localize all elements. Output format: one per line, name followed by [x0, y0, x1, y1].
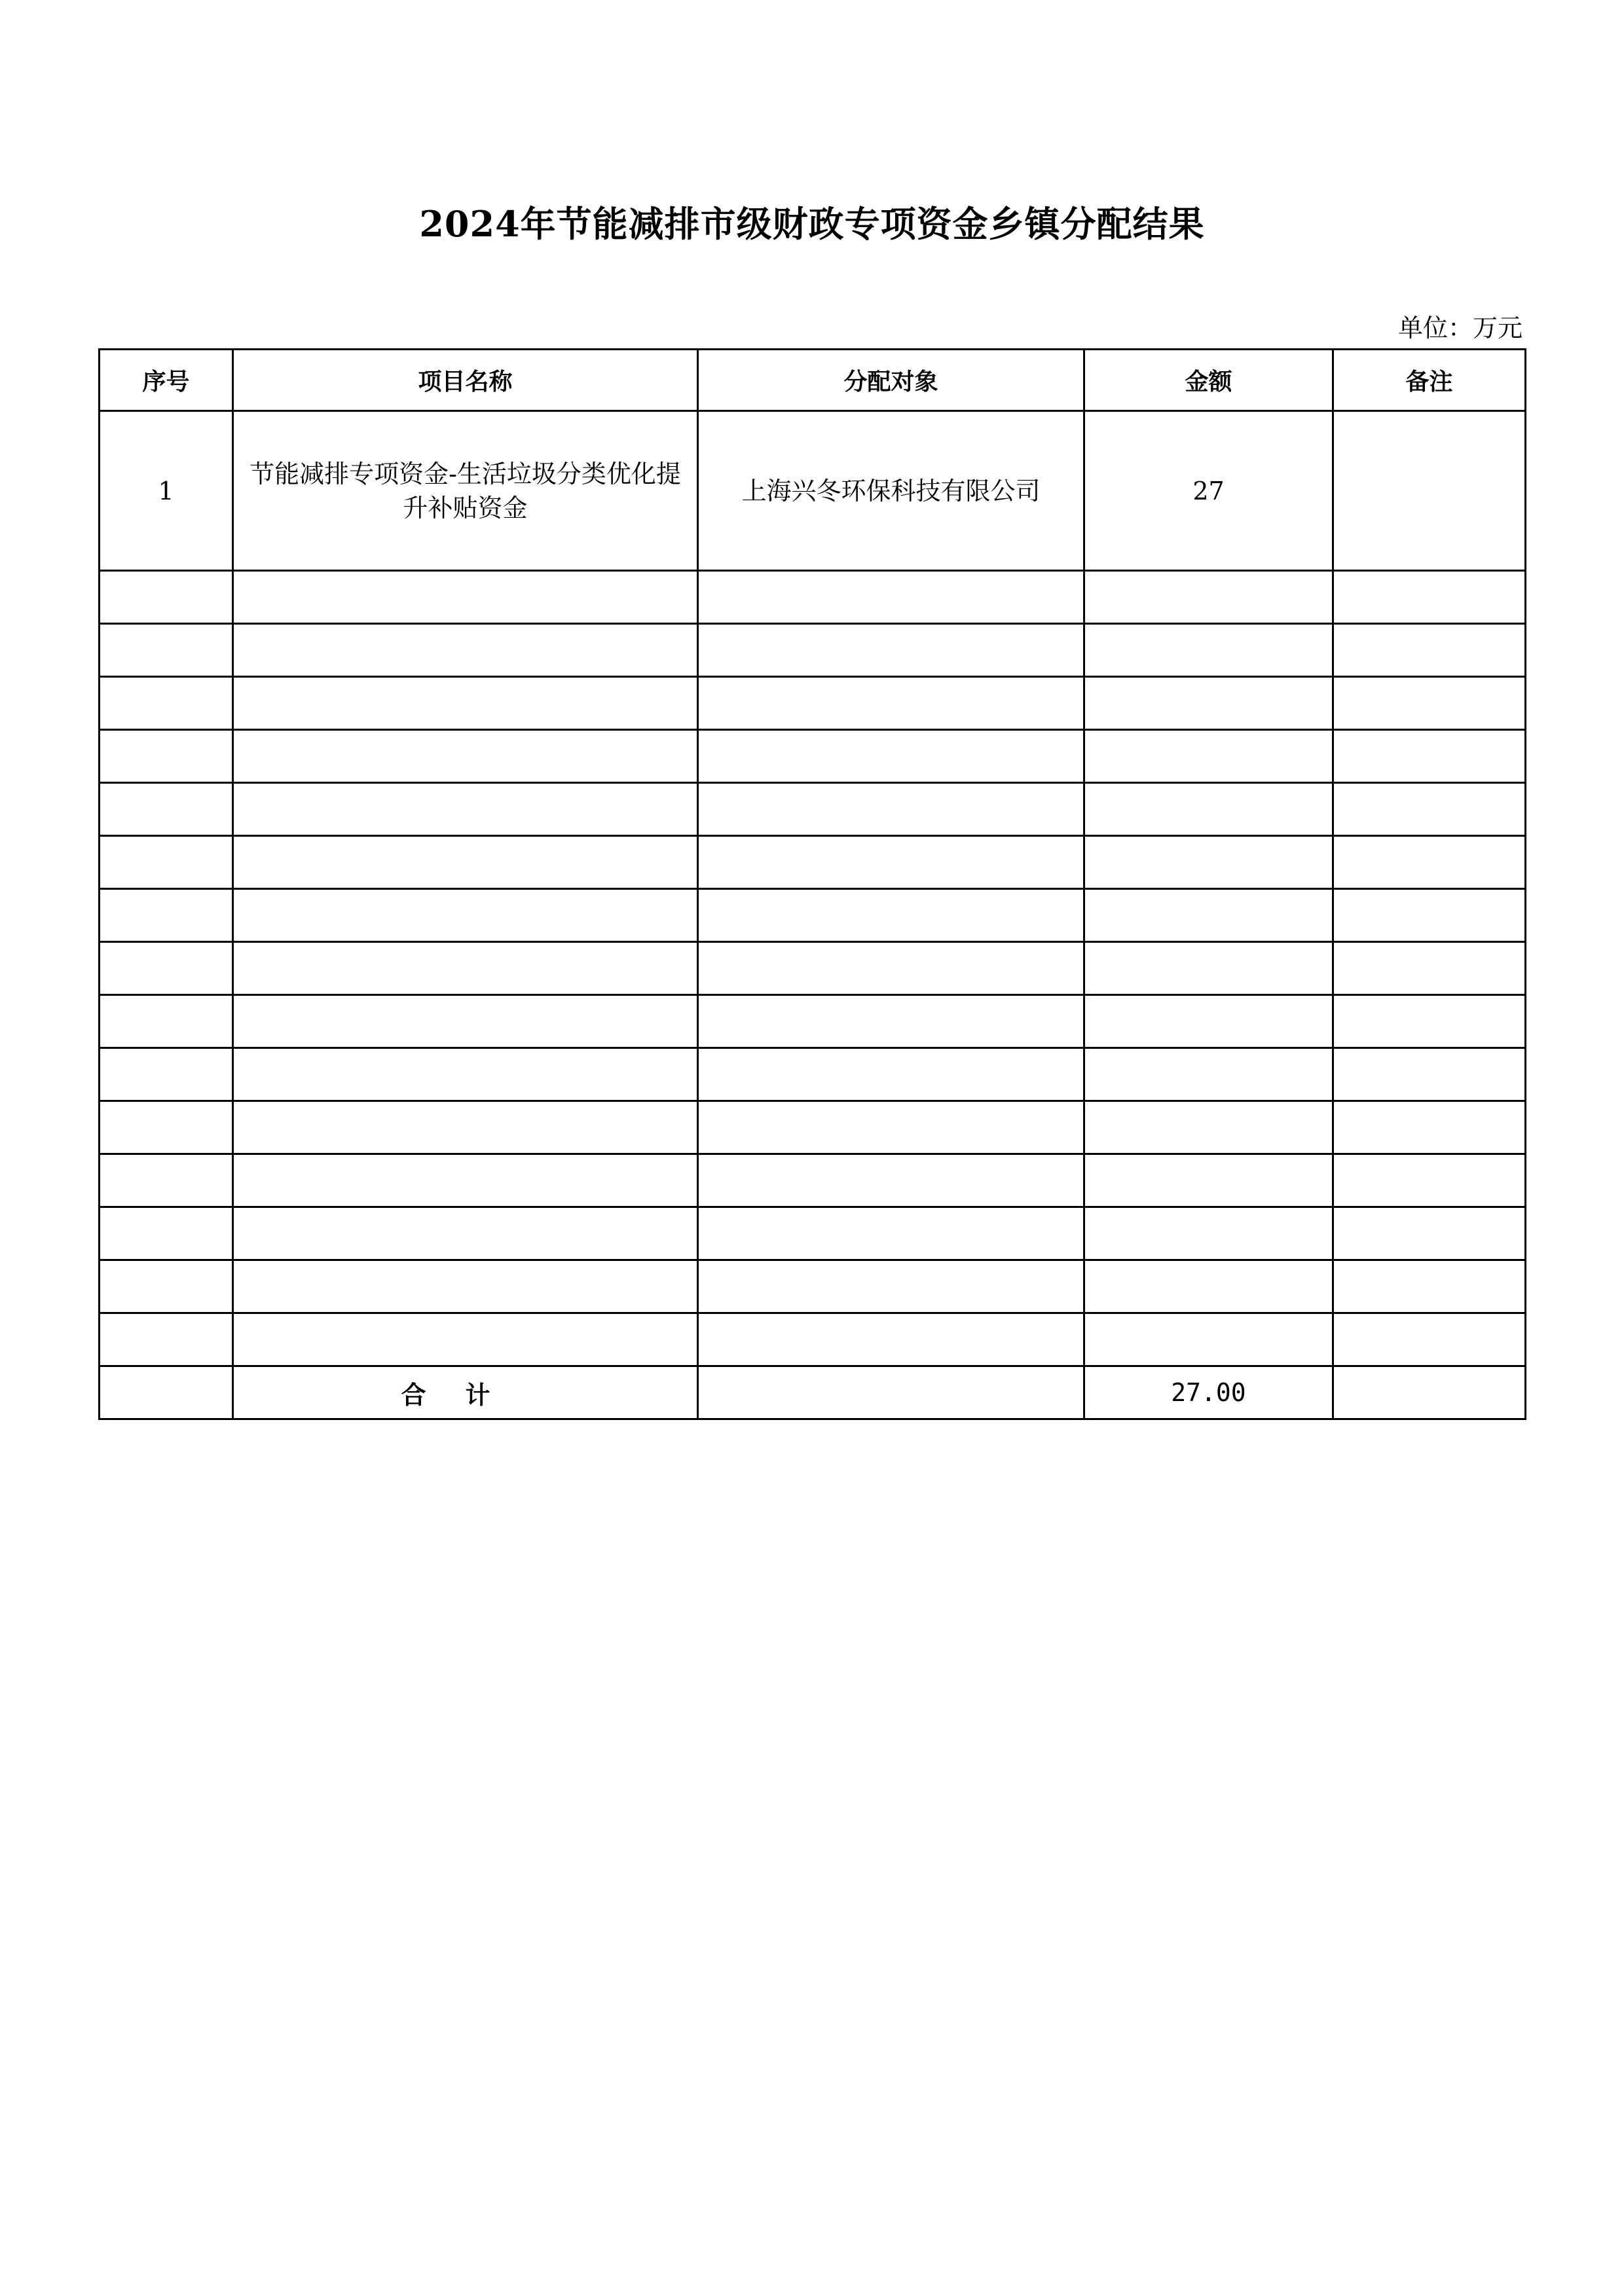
empty-cell	[233, 995, 698, 1048]
total-label: 合计	[233, 1366, 698, 1419]
empty-cell	[233, 1313, 698, 1366]
empty-table-row	[100, 1101, 1526, 1154]
empty-cell	[1084, 836, 1333, 889]
empty-cell	[1333, 1260, 1526, 1313]
empty-cell	[233, 836, 698, 889]
empty-cell	[233, 942, 698, 995]
empty-cell	[100, 571, 233, 624]
empty-cell	[1084, 1207, 1333, 1260]
empty-cell	[100, 1101, 233, 1154]
empty-table-row	[100, 836, 1526, 889]
empty-cell	[100, 783, 233, 836]
empty-cell	[698, 995, 1084, 1048]
cell-remark	[1333, 411, 1526, 571]
empty-cell	[1333, 995, 1526, 1048]
empty-cell	[233, 1154, 698, 1207]
empty-cell	[1333, 677, 1526, 730]
empty-table-row	[100, 942, 1526, 995]
empty-cell	[1333, 1101, 1526, 1154]
empty-cell	[1333, 730, 1526, 783]
empty-table-row	[100, 1313, 1526, 1366]
cell-no: 1	[100, 411, 233, 571]
empty-cell	[1084, 571, 1333, 624]
empty-cell	[698, 942, 1084, 995]
empty-cell	[1084, 1313, 1333, 1366]
empty-cell	[698, 571, 1084, 624]
empty-cell	[698, 783, 1084, 836]
empty-cell	[1084, 995, 1333, 1048]
table-row	[100, 411, 1526, 571]
allocation-table	[98, 348, 1526, 1420]
empty-cell	[1333, 624, 1526, 677]
empty-cell	[698, 1101, 1084, 1154]
empty-cell	[1333, 1048, 1526, 1101]
empty-cell	[698, 1154, 1084, 1207]
empty-cell	[233, 730, 698, 783]
cell-recipient: 上海兴冬环保科技有限公司	[698, 411, 1084, 571]
empty-cell	[1084, 942, 1333, 995]
empty-table-row	[100, 889, 1526, 942]
empty-cell	[698, 1260, 1084, 1313]
empty-cell	[1084, 783, 1333, 836]
empty-cell	[100, 624, 233, 677]
empty-cell	[698, 889, 1084, 942]
empty-cell	[100, 1260, 233, 1313]
empty-cell	[1084, 730, 1333, 783]
page-title: 2024年节能减排市级财政专项资金乡镇分配结果	[419, 203, 1205, 245]
empty-cell	[698, 677, 1084, 730]
empty-cell	[233, 571, 698, 624]
total-no-cell	[100, 1366, 233, 1419]
total-row	[100, 1366, 1526, 1419]
empty-cell	[1333, 889, 1526, 942]
empty-cell	[233, 624, 698, 677]
empty-cell	[1084, 889, 1333, 942]
empty-cell	[698, 624, 1084, 677]
empty-cell	[1084, 1154, 1333, 1207]
empty-cell	[100, 730, 233, 783]
empty-cell	[1333, 1313, 1526, 1366]
empty-cell	[100, 1154, 233, 1207]
empty-cell	[1333, 836, 1526, 889]
empty-cell	[100, 995, 233, 1048]
empty-cell	[1084, 1048, 1333, 1101]
empty-table-row	[100, 995, 1526, 1048]
empty-table-row	[100, 1207, 1526, 1260]
empty-cell	[698, 1048, 1084, 1101]
empty-table-row	[100, 1048, 1526, 1101]
empty-table-row	[100, 730, 1526, 783]
empty-cell	[1333, 783, 1526, 836]
empty-cell	[1333, 1154, 1526, 1207]
empty-cell	[100, 677, 233, 730]
cell-project: 节能减排专项资金-生活垃圾分类优化提升补贴资金	[233, 411, 698, 571]
empty-table-row	[100, 1154, 1526, 1207]
header-no: 序号	[100, 350, 233, 411]
empty-table-row	[100, 1260, 1526, 1313]
empty-cell	[1084, 624, 1333, 677]
header-remark: 备注	[1333, 350, 1526, 411]
empty-cell	[1084, 677, 1333, 730]
header-recipient: 分配对象	[698, 350, 1084, 411]
table-header-row	[100, 350, 1526, 411]
unit-label: 单位：万元	[1397, 314, 1522, 342]
empty-cell	[233, 1260, 698, 1313]
empty-table-row	[100, 571, 1526, 624]
empty-cell	[100, 1207, 233, 1260]
empty-cell	[233, 1048, 698, 1101]
cell-amount: 27	[1084, 411, 1333, 571]
empty-table-row	[100, 677, 1526, 730]
empty-cell	[1333, 1207, 1526, 1260]
empty-cell	[698, 1207, 1084, 1260]
empty-cell	[233, 1101, 698, 1154]
empty-cell	[698, 836, 1084, 889]
empty-cell	[1333, 571, 1526, 624]
empty-table-row	[100, 783, 1526, 836]
empty-cell	[698, 730, 1084, 783]
total-remark-cell	[1333, 1366, 1526, 1419]
empty-cell	[100, 942, 233, 995]
total-recipient-cell	[698, 1366, 1084, 1419]
empty-cell	[1084, 1260, 1333, 1313]
empty-cell	[100, 889, 233, 942]
total-amount: 27.00	[1084, 1366, 1333, 1419]
empty-cell	[233, 1207, 698, 1260]
empty-cell	[100, 1313, 233, 1366]
header-project: 项目名称	[233, 350, 698, 411]
header-amount: 金额	[1084, 350, 1333, 411]
empty-cell	[233, 677, 698, 730]
empty-table-row	[100, 624, 1526, 677]
empty-cell	[233, 889, 698, 942]
empty-cell	[100, 1048, 233, 1101]
empty-cell	[1333, 942, 1526, 995]
empty-cell	[698, 1313, 1084, 1366]
empty-cell	[100, 836, 233, 889]
empty-cell	[233, 783, 698, 836]
empty-cell	[1084, 1101, 1333, 1154]
